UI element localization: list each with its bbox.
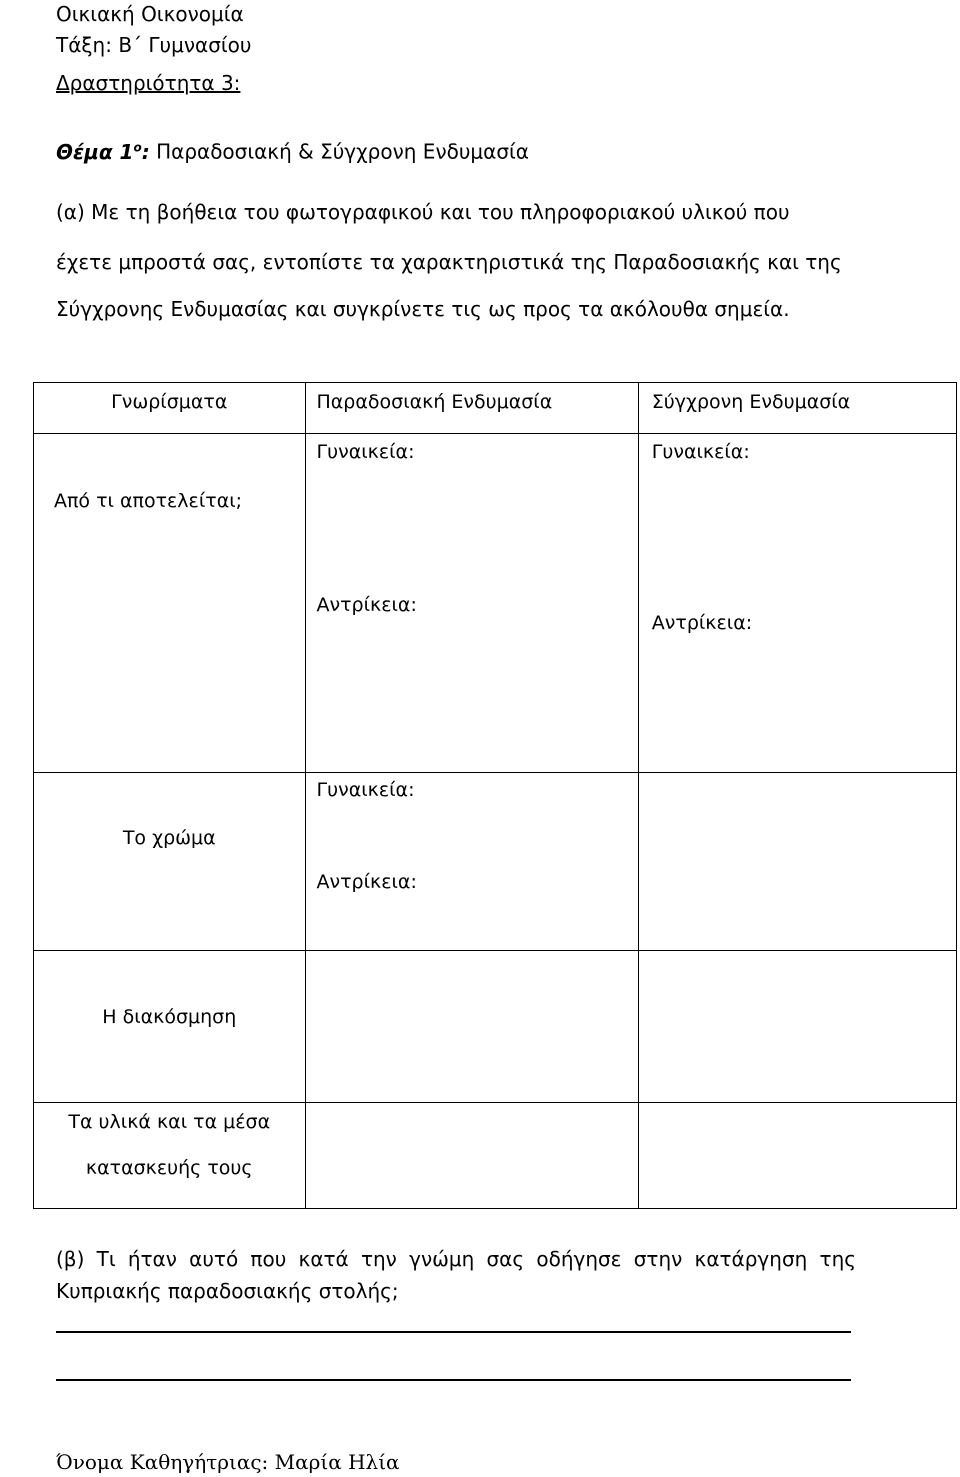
traditional-men-label: Αντρίκεια: [316, 594, 417, 616]
materials-label-line-1: Τα υλικά και τα μέσα [68, 1111, 271, 1133]
question-a-line-2: έχετε μπροστά σας, εντοπίστε τα χαρακτηριστικά της Παραδοσιακής και της [56, 250, 842, 274]
comparison-table [33, 382, 957, 1209]
teacher-name: Όνομα Καθηγήτριας: Μαρία Ηλία [56, 1450, 400, 1474]
color-label-cell [34, 773, 306, 951]
table-row-decoration [34, 951, 957, 1103]
topic-heading [56, 135, 529, 164]
header-cell-traditional [305, 383, 638, 434]
composition-label: Από τι αποτελείται; [54, 490, 243, 512]
color-modern-cell[interactable] [638, 773, 956, 951]
materials-traditional-cell[interactable] [305, 1103, 638, 1209]
activity-title: Δραστηριότητα 3: [56, 71, 241, 95]
header-traditional: Παραδοσιακή Ενδυμασία [316, 391, 553, 413]
question-a-line-1: (α) Με τη βοήθεια του φωτογραφικού και του πληροφοριακού υλικού που [56, 200, 790, 224]
composition-traditional-cell[interactable] [305, 434, 638, 773]
decoration-label: Η διακόσμηση [102, 1006, 237, 1028]
header-cell-features [34, 383, 306, 434]
composition-label-cell [34, 434, 306, 773]
modern-women-label: Γυναικεία: [651, 441, 750, 463]
materials-label-cell [34, 1103, 306, 1209]
decoration-traditional-cell[interactable] [305, 951, 638, 1103]
topic-text: Παραδοσιακή & Σύγχρονη Ενδυμασία [149, 139, 529, 164]
topic-label: Θέμα 1 [56, 139, 134, 164]
composition-modern-cell[interactable] [638, 434, 956, 773]
topic-colon: : [141, 139, 150, 164]
materials-label-line-2: κατασκευής τους [85, 1157, 253, 1179]
question-a-line-3: Σύγχρονης Ενδυμασίας και συγκρίνετε τις ως προς τα ακόλουθα σημεία. [56, 297, 790, 321]
materials-modern-cell[interactable] [638, 1103, 956, 1209]
color-women-label: Γυναικεία: [316, 779, 415, 801]
header-features: Γνωρίσματα [111, 391, 228, 413]
topic-superscript: ο [133, 140, 142, 154]
modern-men-label: Αντρίκεια: [651, 612, 753, 634]
question-b: (β) Τι ήταν αυτό που κατά την γνώμη σας οδήγησε στην κατάργηση της Κυπριακής παραδοσιακής στολής; [56, 1247, 856, 1303]
answer-line-1[interactable] [56, 1331, 851, 1333]
subject-title: Οικιακή Οικονομία [56, 2, 244, 26]
decoration-label-cell [34, 951, 306, 1103]
table-row-materials [34, 1103, 957, 1209]
answer-line-2[interactable] [56, 1379, 851, 1381]
table-header-row [34, 383, 957, 434]
header-cell-modern [638, 383, 956, 434]
color-label: Το χρώμα [122, 827, 216, 849]
table-row-color [34, 773, 957, 951]
header-modern: Σύγχρονη Ενδυμασία [651, 391, 851, 413]
color-men-label: Αντρίκεια: [316, 871, 417, 893]
color-traditional-cell[interactable] [305, 773, 638, 951]
traditional-women-label: Γυναικεία: [316, 441, 415, 463]
decoration-modern-cell[interactable] [638, 951, 956, 1103]
table-row-composition [34, 434, 957, 773]
grade-label: Τάξη: Β΄ Γυμνασίου [56, 33, 252, 57]
